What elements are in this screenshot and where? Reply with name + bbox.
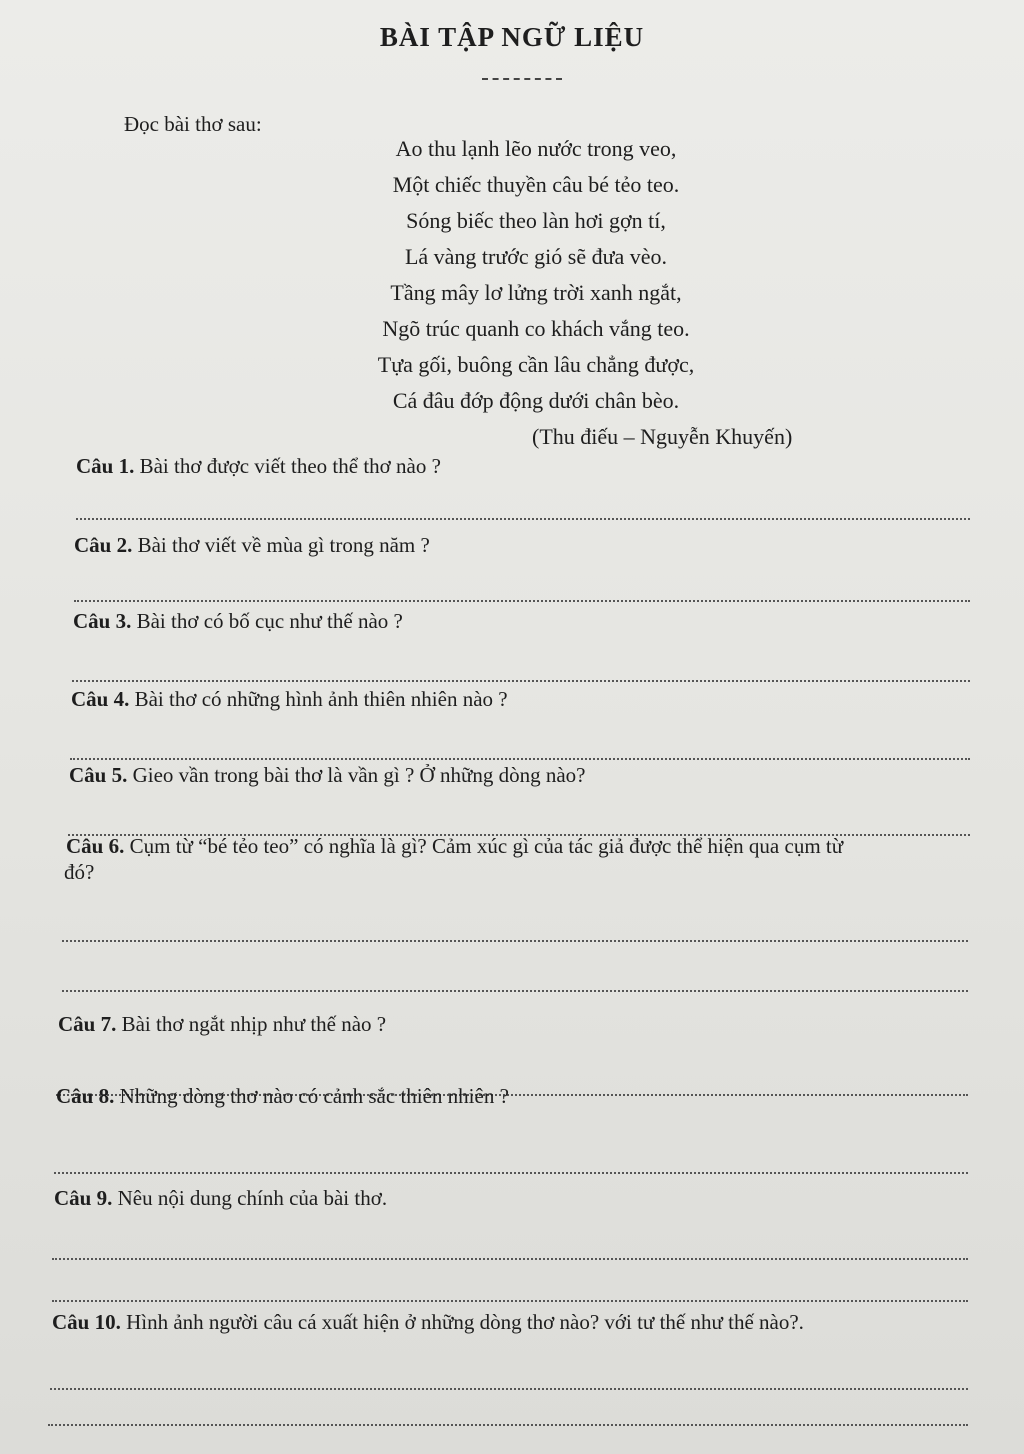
question-label: Câu 8. (56, 1084, 115, 1108)
question-label: Câu 9. (54, 1186, 113, 1210)
question-text: Bài thơ được viết theo thể thơ nào ? (139, 454, 441, 478)
answer-line[interactable] (74, 600, 970, 602)
poem-line: Tựa gối, buông cần lâu chẳng được, (377, 352, 695, 377)
answer-line[interactable] (72, 680, 970, 682)
question-label: Câu 6. (66, 834, 125, 858)
question-4 (71, 687, 508, 712)
question-label: Câu 3. (73, 609, 132, 633)
question-6-continuation: đó? (64, 860, 95, 884)
answer-line[interactable] (52, 1300, 968, 1302)
question-text: Hình ảnh người câu cá xuất hiện ở những dòng thơ nào? với tư thế như thế nào?. (126, 1310, 804, 1334)
question-1 (76, 454, 441, 479)
question-5 (69, 763, 586, 788)
poem-line: Lá vàng trước gió sẽ đưa vèo. (404, 244, 668, 269)
question-label: Câu 2. (74, 533, 133, 557)
poem-line: Một chiếc thuyền câu bé tẻo teo. (392, 172, 680, 197)
question-6 (66, 834, 843, 859)
answer-line[interactable] (54, 1172, 968, 1174)
question-text: Bài thơ viết về mùa gì trong năm ? (137, 533, 430, 557)
question-text: Bài thơ ngắt nhịp như thế nào ? (121, 1012, 387, 1036)
poem-line: Cá đâu đớp động dưới chân bèo. (392, 388, 680, 413)
poem-source: (Thu điếu – Nguyễn Khuyến) (532, 424, 793, 449)
question-label: Câu 7. (58, 1012, 117, 1036)
question-text: Bài thơ có bố cục như thế nào ? (136, 609, 403, 633)
reading-instruction: Đọc bài thơ sau: (124, 112, 262, 136)
question-text: Gieo vần trong bài thơ là vần gì ? Ở những dòng nào? (132, 763, 586, 787)
question-label: Câu 1. (76, 454, 135, 478)
question-label: Câu 4. (71, 687, 130, 711)
question-label: Câu 10. (52, 1310, 121, 1334)
question-text: Cụm từ “bé tẻo teo” có nghĩa là gì? Cảm xúc gì của tác giả được thể hiện qua cụm từ (129, 834, 844, 858)
poem-line: Sóng biếc theo làn hơi gợn tí, (406, 208, 666, 233)
answer-line[interactable] (50, 1388, 968, 1390)
question-text: Những dòng thơ nào có cảnh sắc thiên nhiên ? (119, 1084, 509, 1108)
question-text: Nêu nội dung chính của bài thơ. (117, 1186, 388, 1210)
question-3 (73, 609, 403, 634)
answer-line[interactable] (70, 758, 970, 760)
question-9 (54, 1186, 387, 1211)
question-10 (52, 1310, 804, 1335)
answer-line[interactable] (48, 1424, 968, 1426)
answer-line[interactable] (62, 990, 968, 992)
answer-line[interactable] (52, 1258, 968, 1260)
question-7 (58, 1012, 386, 1037)
answer-line[interactable] (62, 940, 968, 942)
question-2 (74, 533, 430, 558)
poem-line: Tầng mây lơ lửng trời xanh ngắt, (390, 280, 682, 305)
worksheet-title: BÀI TẬP NGỮ LIỆU (379, 22, 645, 52)
poem-line: Ao thu lạnh lẽo nước trong veo, (395, 136, 677, 161)
question-label: Câu 5. (69, 763, 128, 787)
answer-line[interactable] (76, 518, 970, 520)
poem-line: Ngõ trúc quanh co khách vắng teo. (382, 316, 690, 341)
title-divider (482, 78, 562, 80)
question-8 (56, 1084, 509, 1109)
question-text: Bài thơ có những hình ảnh thiên nhiên nào ? (134, 687, 508, 711)
